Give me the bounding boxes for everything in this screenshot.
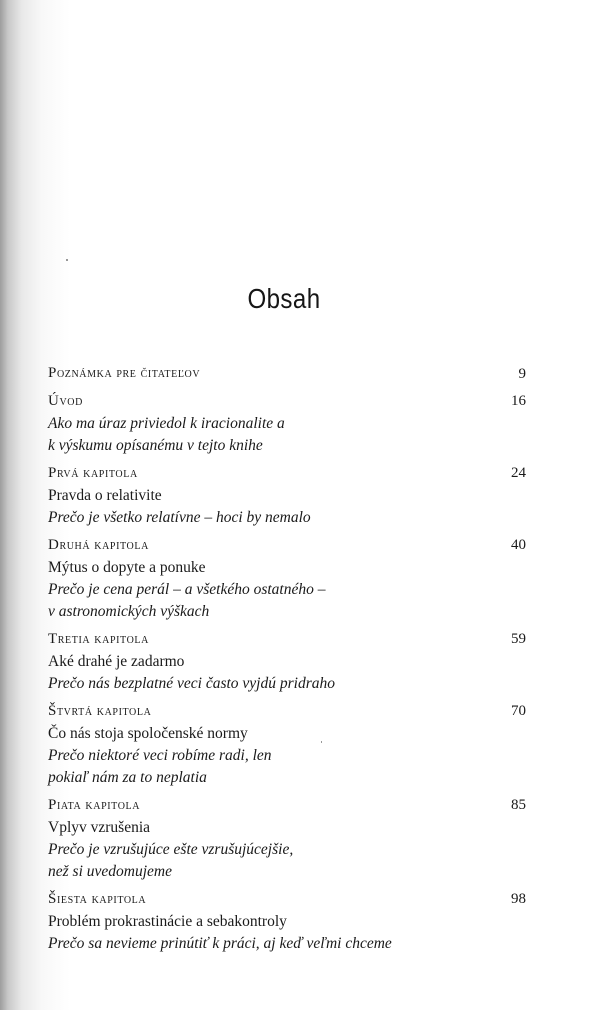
toc-heading: Druhá kapitola [48, 537, 149, 553]
toc-entry-chapter-2 [48, 534, 526, 623]
toc-entry-chapter-4 [48, 700, 526, 789]
toc-chapter-title: Mýtus o dopyte a ponuke [48, 559, 206, 576]
toc-page-number: 59 [511, 631, 526, 647]
toc-subtitle: Prečo sa nevieme prinútiť k práci, aj keď veľmi chceme [48, 935, 392, 952]
toc-entry-chapter-3 [48, 628, 526, 695]
toc-page-number: 98 [511, 891, 526, 907]
toc-page-number: 85 [511, 797, 526, 813]
toc-subtitle: Prečo je všetko relatívne – hoci by nemalo [48, 509, 311, 526]
toc-subtitle: pokiaľ nám za to neplatia [48, 769, 207, 786]
toc-subtitle: v astronomických výškach [48, 603, 210, 620]
toc-page-number: 40 [511, 537, 526, 553]
toc-subtitle: Prečo nás bezplatné veci často vyjdú pridraho [48, 675, 335, 692]
toc-entry-chapter-1 [48, 462, 526, 529]
toc-page-number: 9 [518, 366, 526, 382]
toc-heading: Šiesta kapitola [48, 891, 147, 907]
toc-chapter-title: Vplyv vzrušenia [48, 819, 151, 836]
toc-heading: Štvrtá kapitola [48, 703, 152, 719]
toc-entry-chapter-6 [48, 888, 526, 955]
toc-chapter-title: Aké drahé je zadarmo [48, 653, 185, 670]
toc-entry-chapter-5 [48, 794, 526, 883]
page-speck [66, 259, 68, 261]
toc-page-number: 16 [511, 393, 526, 409]
toc-heading: Tretia kapitola [48, 631, 149, 647]
toc-subtitle: Ako ma úraz priviedol k iracionalite a [48, 415, 285, 432]
toc-entry-intro [48, 390, 526, 457]
toc-subtitle: k výskumu opísanému v tejto knihe [48, 437, 263, 454]
page-title: Obsah [247, 283, 321, 314]
toc-subtitle: Prečo niektoré veci robíme radi, len [48, 747, 272, 764]
toc-heading: Poznámka pre čitateľov [48, 365, 201, 381]
toc-subtitle: Prečo je vzrušujúce ešte vzrušujúcejšie, [48, 841, 294, 858]
toc-subtitle: než si uvedomujeme [48, 863, 172, 880]
toc-chapter-title: Čo nás stoja spoločenské normy [48, 725, 248, 742]
toc-entry-note [48, 362, 526, 385]
toc-heading: Úvod [48, 393, 83, 409]
toc-chapter-title: Pravda o relativite [48, 487, 162, 504]
toc-subtitle: Prečo je cena perál – a všetkého ostatného – [48, 581, 326, 598]
toc-page-number: 24 [511, 465, 526, 481]
toc-heading: Piata kapitola [48, 797, 141, 813]
toc-heading: Prvá kapitola [48, 465, 138, 481]
toc-chapter-title: Problém prokrastinácie a sebakontroly [48, 913, 287, 930]
table-of-contents [48, 362, 526, 960]
toc-page-number: 70 [511, 703, 526, 719]
